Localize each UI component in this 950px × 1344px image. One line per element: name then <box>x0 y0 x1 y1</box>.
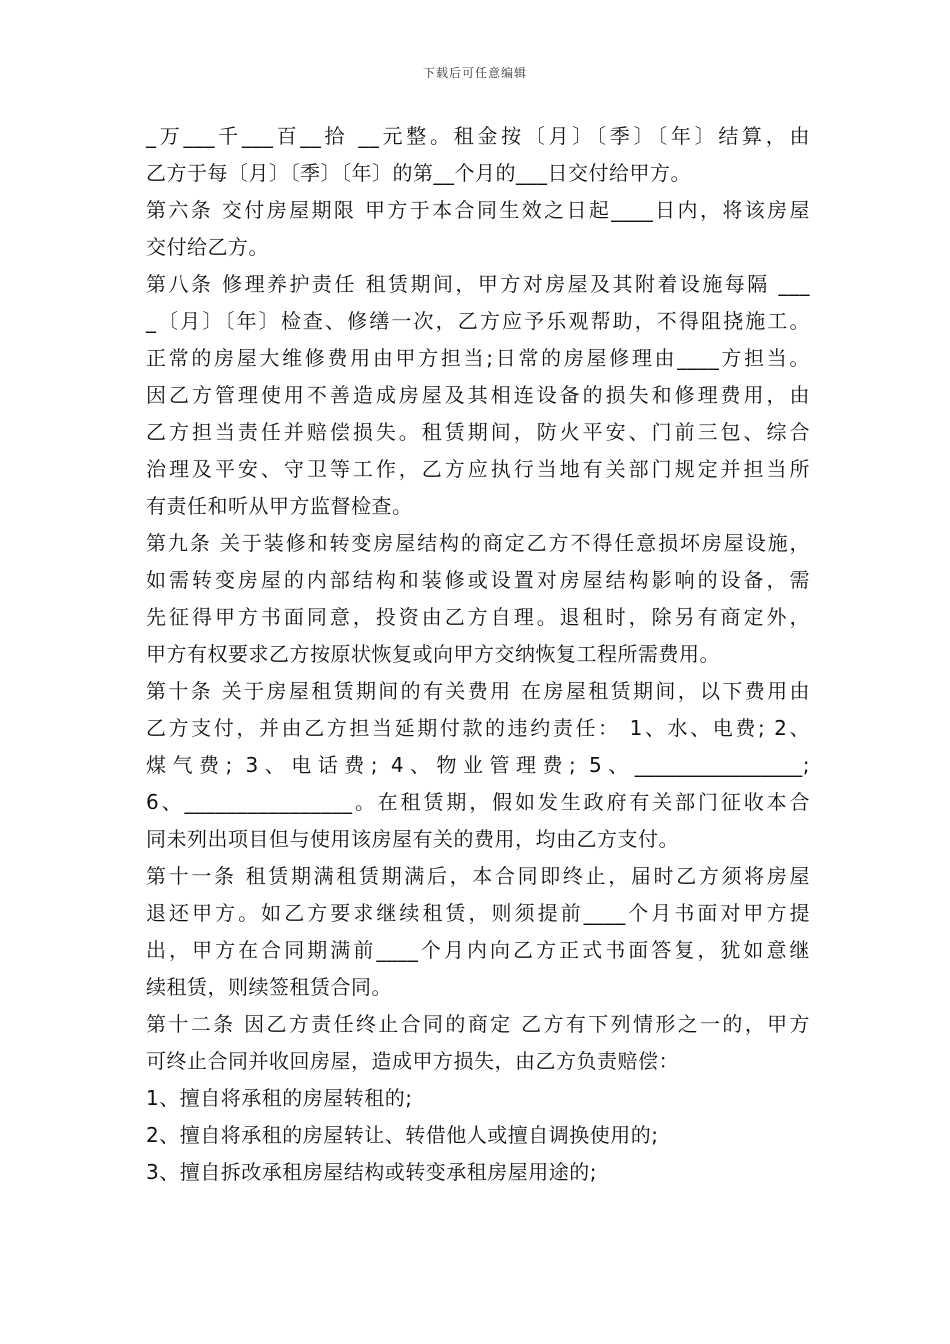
text-line: 第十一条 租赁期满租赁期满后，本合同即终止，届时乙方须将房屋 <box>146 864 810 888</box>
text-line: 第六条 交付房屋期限 甲方于本合同生效之日起____日内，将该房屋 <box>146 198 810 222</box>
list-item: 2、擅自将承租的房屋转让、转借他人或擅自调换使用的; <box>146 1123 659 1147</box>
text-line: 第十条 关于房屋租赁期间的有关费用 在房屋租赁期间，以下费用由 <box>146 679 810 703</box>
list-item: 3、擅自拆改承租房屋结构或转变承租房屋用途的; <box>146 1160 597 1184</box>
text-line: 甲方有权要求乙方按原状恢复或向甲方交纳恢复工程所需费用。 <box>146 642 720 666</box>
list-item: 1、擅自将承租的房屋转租的; <box>146 1086 413 1110</box>
document-body <box>146 118 810 1191</box>
text-line: _万___千___百__拾 __元整。租金按〔月〕〔季〕〔年〕结算，由 <box>146 124 810 148</box>
text-line: 乙方担当责任并赔偿损失。租赁期间，防火平安、门前三包、综合 <box>146 420 810 444</box>
text-line: 交付给乙方。 <box>146 235 269 259</box>
text-line: 如需转变房屋的内部结构和装修或设置对房屋结构影响的设备，需 <box>146 568 810 592</box>
page-header: 下载后可任意编辑 <box>422 66 527 80</box>
text-line: 乙方于每〔月〕〔季〕〔年〕的第__个月的___日交付给甲方。 <box>146 161 691 185</box>
text-line: 出，甲方在合同期满前____个月内向乙方正式书面答复，犹如意继 <box>146 938 810 962</box>
text-line: 正常的房屋大维修费用由甲方担当;日常的房屋修理由____方担当。 <box>146 346 810 370</box>
text-line: 先征得甲方书面同意，投资由乙方自理。退租时，除另有商定外， <box>146 605 810 629</box>
text-line: 因乙方管理使用不善造成房屋及其相连设备的损失和修理费用，由 <box>146 383 810 407</box>
text-line: _〔月〕〔年〕检查、修缮一次，乙方应予乐观帮助，不得阻挠施工。 <box>146 309 810 333</box>
text-line: 可终止合同并收回房屋，造成甲方损失，由乙方负责赔偿： <box>146 1049 679 1073</box>
text-line: 退还甲方。如乙方要求继续租赁，则须提前____个月书面对甲方提 <box>146 901 810 925</box>
text-line: 煤气费; 3、电话费; 4、物业管理费; 5、________________; <box>146 753 810 777</box>
text-line: 6、________________。在租赁期，假如发生政府有关部门征收本合 <box>146 790 810 814</box>
text-line: 乙方支付，并由乙方担当延期付款的违约责任： 1、水、电费; 2、 <box>146 716 810 740</box>
text-line: 有责任和听从甲方监督检查。 <box>146 494 413 518</box>
text-line: 治理及平安、守卫等工作，乙方应执行当地有关部门规定并担当所 <box>146 457 810 481</box>
text-line: 续租赁，则续签租赁合同。 <box>146 975 392 999</box>
text-line: 第九条 关于装修和转变房屋结构的商定乙方不得任意损坏房屋设施， <box>146 531 810 555</box>
text-line: 第十二条 因乙方责任终止合同的商定 乙方有下列情形之一的，甲方 <box>146 1012 810 1036</box>
text-line: 同未列出项目但与使用该房屋有关的费用，均由乙方支付。 <box>146 827 679 851</box>
text-line: 第八条 修理养护责任 租赁期间，甲方对房屋及其附着设施每隔 ___ <box>146 272 810 296</box>
